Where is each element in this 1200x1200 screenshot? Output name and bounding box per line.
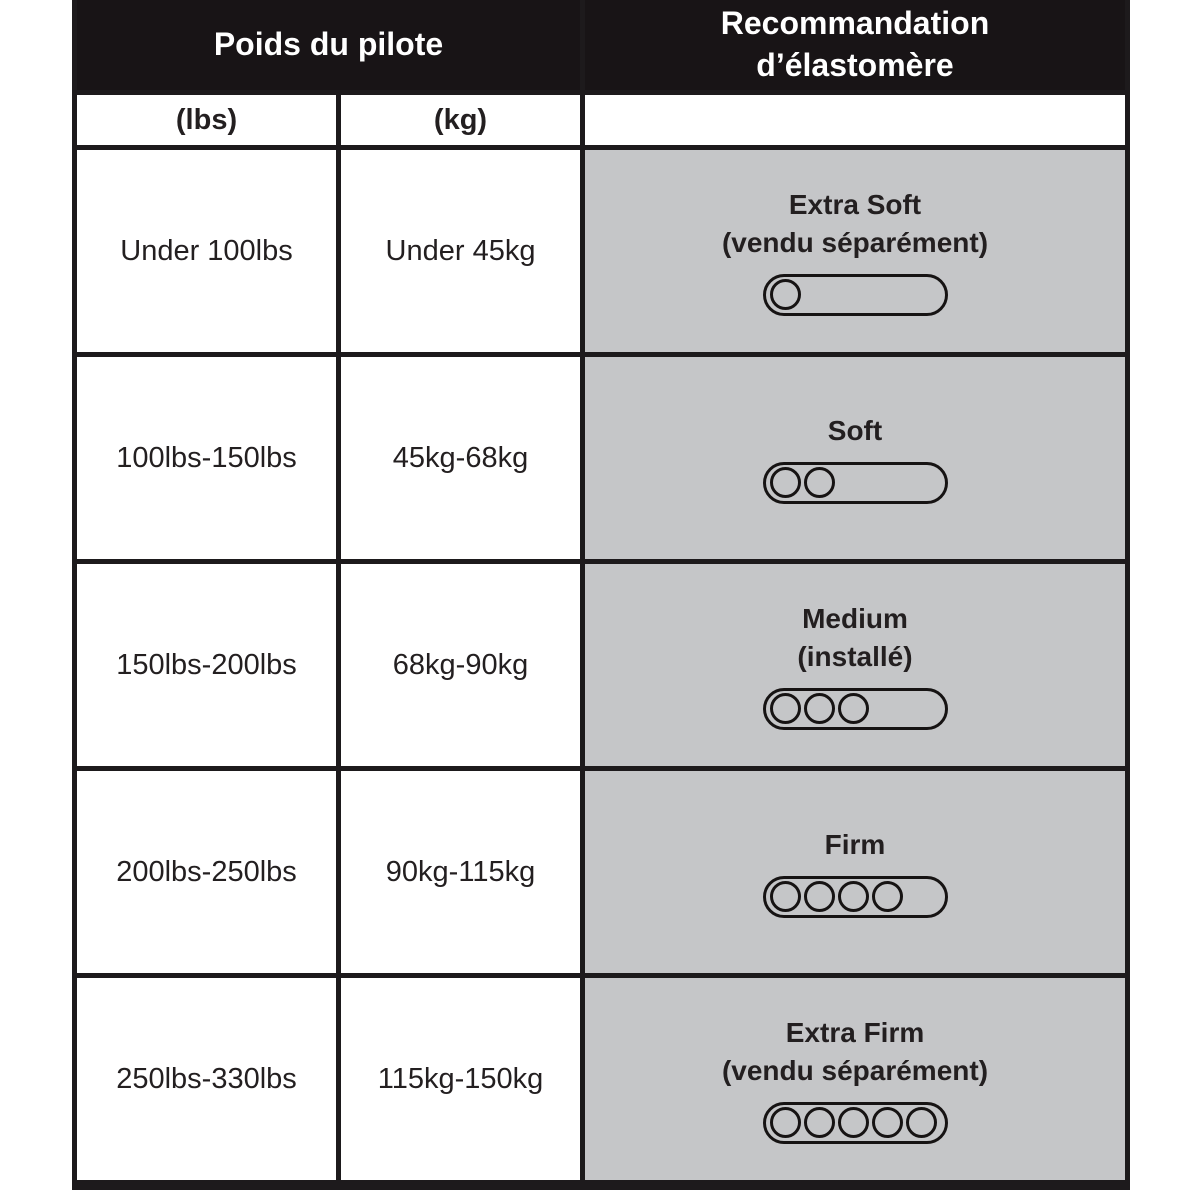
elastomer-name: Soft xyxy=(827,415,883,447)
elastomer-dot xyxy=(838,1107,869,1138)
elastomer-note: (vendu séparément) xyxy=(721,227,989,258)
elastomer-name: Firm xyxy=(824,829,886,861)
elastomer-pill-diagram xyxy=(763,688,948,730)
elastomer-note: (vendu séparément) xyxy=(721,1055,989,1086)
table-row-5-kg xyxy=(341,978,580,1180)
table-row-1-kg xyxy=(341,150,580,352)
elastomer-dot xyxy=(804,693,835,724)
kg-value: 90kg-115kg xyxy=(385,855,536,888)
subheader-lbs xyxy=(77,95,336,145)
lbs-value: Under 100lbs xyxy=(120,234,293,267)
table-row-3-lbs xyxy=(77,564,336,766)
table-row-2-kg xyxy=(341,357,580,559)
kg-value: 45kg-68kg xyxy=(392,441,529,474)
header-recommendation-label: Recommandation d’élastomère xyxy=(720,5,990,83)
elastomer-dot xyxy=(770,1107,801,1138)
elastomer-pill-diagram xyxy=(763,876,948,918)
elastomer-dot xyxy=(770,467,801,498)
table-row-4-kg xyxy=(341,771,580,973)
table-row-1-recommendation xyxy=(585,150,1125,352)
elastomer-name: Extra Firm xyxy=(785,1017,925,1049)
elastomer-dot xyxy=(906,1107,937,1138)
lbs-value: 200lbs-250lbs xyxy=(116,855,297,888)
header-recommendation xyxy=(585,0,1125,90)
elastomer-recommendation-table xyxy=(72,0,1130,1190)
subheader-lbs-label: (lbs) xyxy=(175,103,238,136)
elastomer-name: Extra Soft xyxy=(788,189,922,221)
subheader-kg-label: (kg) xyxy=(433,103,488,136)
header-rider-weight xyxy=(77,0,580,90)
table-row-4-recommendation xyxy=(585,771,1125,973)
elastomer-dot xyxy=(804,881,835,912)
kg-value: 115kg-150kg xyxy=(377,1062,544,1095)
elastomer-dot xyxy=(838,693,869,724)
elastomer-pill-diagram xyxy=(763,1102,948,1144)
table-row-5-lbs xyxy=(77,978,336,1180)
elastomer-dot xyxy=(770,693,801,724)
elastomer-dot xyxy=(804,1107,835,1138)
elastomer-dot xyxy=(838,881,869,912)
lbs-value: 250lbs-330lbs xyxy=(116,1062,297,1095)
elastomer-dot xyxy=(770,881,801,912)
elastomer-pill-diagram xyxy=(763,462,948,504)
kg-value: 68kg-90kg xyxy=(392,648,529,681)
table-row-4-lbs xyxy=(77,771,336,973)
table-row-2-recommendation xyxy=(585,357,1125,559)
elastomer-dot xyxy=(804,467,835,498)
elastomer-dot xyxy=(872,1107,903,1138)
subheader-empty xyxy=(585,95,1125,145)
table-row-3-kg xyxy=(341,564,580,766)
kg-value: Under 45kg xyxy=(385,234,536,267)
elastomer-pill-diagram xyxy=(763,274,948,316)
table-row-1-lbs xyxy=(77,150,336,352)
elastomer-dot xyxy=(872,881,903,912)
elastomer-dot xyxy=(770,279,801,310)
elastomer-name: Medium xyxy=(802,603,908,635)
elastomer-note: (installé) xyxy=(797,641,913,672)
subheader-kg xyxy=(341,95,580,145)
table-row-3-recommendation xyxy=(585,564,1125,766)
lbs-value: 150lbs-200lbs xyxy=(116,648,297,681)
table-row-5-recommendation xyxy=(585,978,1125,1180)
lbs-value: 100lbs-150lbs xyxy=(116,441,297,474)
header-rider-weight-label: Poids du pilote xyxy=(213,26,444,63)
table-row-2-lbs xyxy=(77,357,336,559)
